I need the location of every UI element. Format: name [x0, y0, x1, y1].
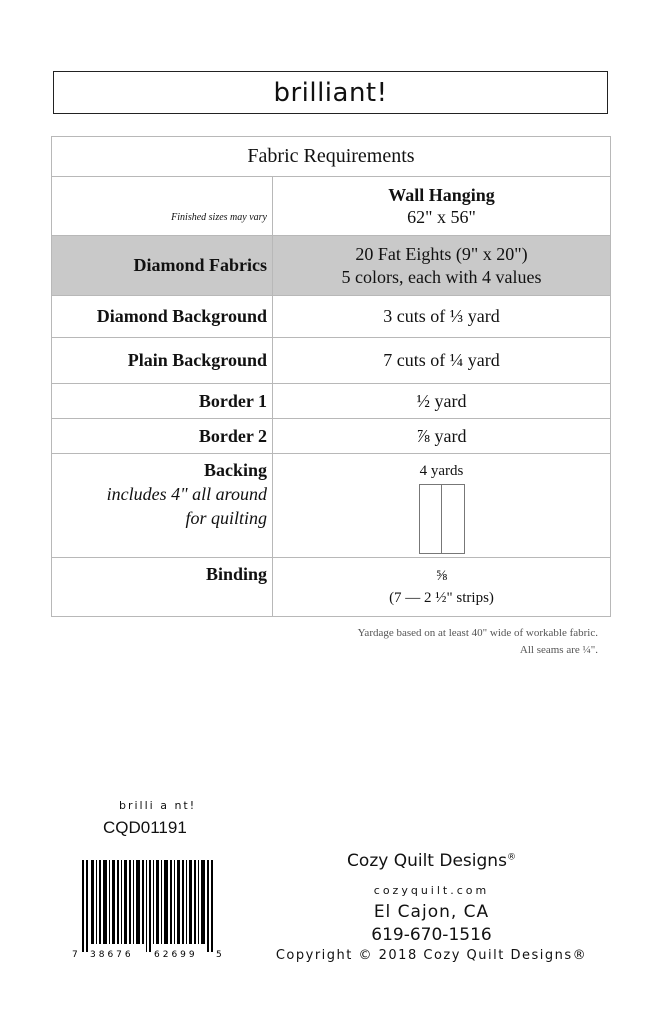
table-row	[52, 338, 611, 384]
size-title: Wall Hanging	[388, 185, 495, 205]
barcode-digit: 7	[72, 950, 78, 960]
table-row	[52, 296, 611, 338]
page-title: brilliant!	[273, 77, 388, 108]
backing-seam-diagram	[419, 484, 465, 554]
note-line: Yardage based on at least 40" wide of workable fabric.	[357, 627, 598, 639]
row-value: 3 cuts of ⅓ yard	[273, 296, 611, 338]
row-value: ½ yard	[273, 384, 611, 419]
row-value: 4 yards	[419, 463, 464, 479]
row-label: Plain Background	[52, 338, 273, 384]
company-name: Cozy Quilt Designs	[347, 851, 507, 871]
table-row	[52, 454, 611, 558]
note-line: All seams are ¼".	[519, 644, 598, 656]
row-label: Binding	[52, 558, 273, 617]
row-value: ⅞ yard	[273, 419, 611, 454]
row-value: 7 cuts of ¼ yard	[273, 338, 611, 384]
company-website: cozyquilt.com	[373, 884, 490, 897]
company-phone: 619-670-1516	[371, 925, 492, 945]
barcode-digit: 62699	[154, 950, 198, 960]
registered-mark: ®	[506, 852, 516, 863]
table-row	[52, 419, 611, 454]
row-label: Diamond Background	[52, 296, 273, 338]
table-row	[52, 236, 611, 296]
row-sublabel: for quilting	[185, 508, 267, 528]
table-header: Fabric Requirements	[52, 137, 611, 177]
row-sublabel: includes 4" all around	[106, 484, 267, 504]
table-row	[52, 558, 611, 617]
row-label: Diamond Fabrics	[52, 236, 273, 296]
row-value-line1: 20 Fat Eights (9" x 20")	[355, 243, 528, 264]
yardage-notes	[358, 625, 598, 659]
table-header-row	[52, 137, 611, 177]
barcode	[72, 860, 232, 962]
title-box	[53, 71, 608, 114]
row-label: Border 1	[52, 384, 273, 419]
product-name: brilli a nt!	[119, 799, 197, 812]
company-city: El Cajon, CA	[373, 902, 490, 922]
barcode-bars	[82, 860, 213, 952]
size-value: 62" x 56"	[407, 207, 476, 227]
product-code: CQD01191	[103, 818, 187, 837]
company-name-line	[265, 851, 598, 871]
row-value-line2: (7 — 2 ½" strips)	[389, 590, 494, 606]
table-row	[52, 384, 611, 419]
row-label: Border 2	[52, 419, 273, 454]
row-value-line2: 5 colors, each with 4 values	[341, 266, 542, 287]
fabric-requirements-table	[51, 136, 611, 617]
row-value-line1: ⅝	[435, 568, 448, 584]
finished-note: Finished sizes may vary	[171, 211, 267, 223]
row-label: Backing	[203, 460, 267, 480]
copyright: Copyright © 2018 Cozy Quilt Designs®	[275, 948, 588, 963]
barcode-digit: 38676	[90, 950, 134, 960]
barcode-digit: 5	[216, 950, 222, 960]
table-row	[52, 177, 611, 236]
